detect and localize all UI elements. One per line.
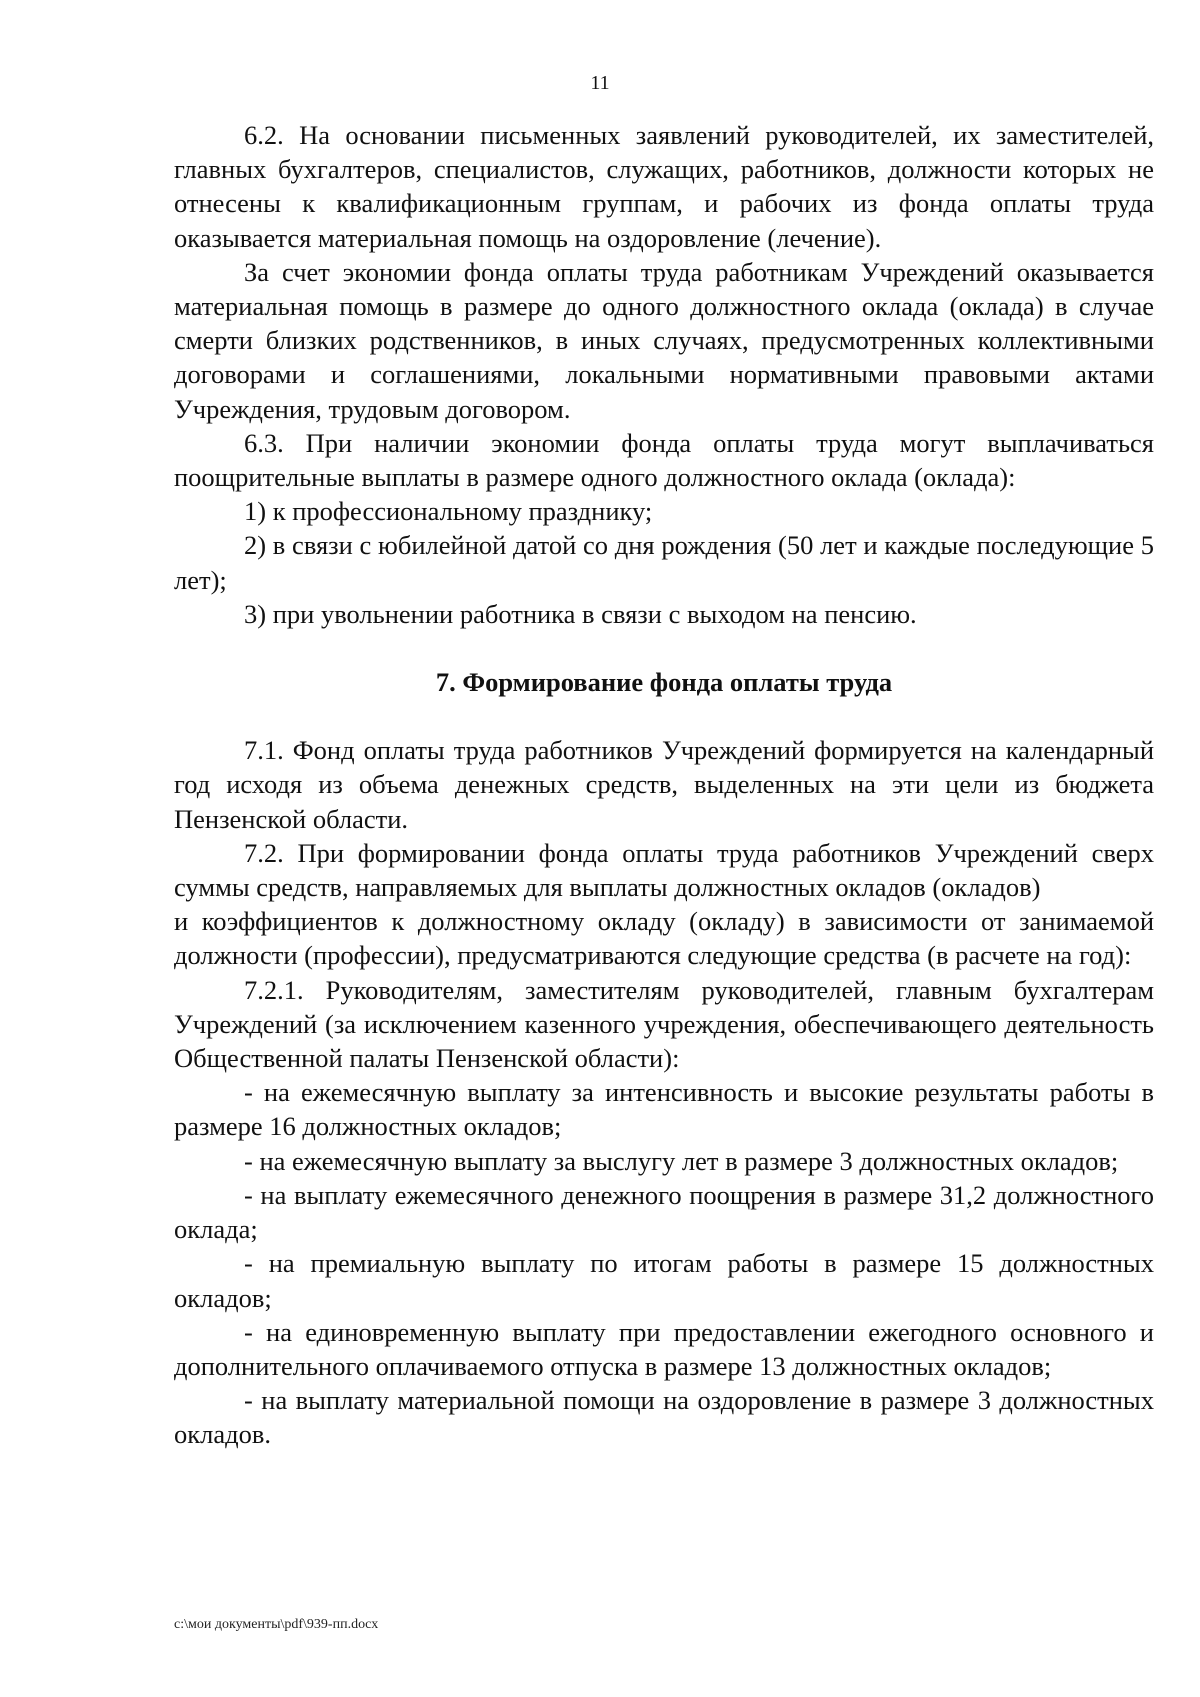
paragraph-7-1: 7.1. Фонд оплаты труда работников Учреждений формируется на календарный год исходя из объема денежных средств, выделенных на эти цели из бюджета Пензенской области. (174, 735, 1154, 834)
paragraph-7-2-part-a: 7.2. При формировании фонда оплаты труда работников Учреждений сверх суммы средств, направляемых для выплаты должностных окладов (окладов) (174, 837, 1154, 903)
list-item-7-2-1-e: - на единовременную выплату при предоставлении ежегодного основного и дополнительного оплачиваемого отпуска в размере 13 должностных окладов; (174, 1316, 1154, 1381)
paragraph-7-2-1: 7.2.1. Руководителям, заместителям руководителей, главным бухгалтерам Учреждений (за исключением казенного учреждения, обеспечивающего деятельность Общественной палаты Пензенской области): (174, 974, 1154, 1074)
paragraph-6-3: 6.3. При наличии экономии фонда оплаты труда могут выплачиваться поощрительные выплаты в размере одного должностного оклада (оклада): (174, 427, 1154, 493)
page-number: 11 (590, 72, 610, 94)
document-body (174, 118, 1154, 1452)
paragraph-6-2-economy: За счет экономии фонда оплаты труда работникам Учреждений оказывается материальная помощь в размере до одного должностного оклада (оклада) в случае смерти близких родственников, в иных случаях, предусмотренных коллективными договорами и соглашениями, локальными нормативными правовыми актами Учреждения, трудовым договором. (174, 256, 1154, 424)
section-heading: 7. Формирование фонда оплаты труда (435, 667, 893, 698)
list-item-7-2-1-f: - на выплату материальной помощи на оздоровление в размере 3 должностных окладов. (174, 1385, 1154, 1450)
footer-file-path: c:\мои документы\pdf\939-пп.docx (174, 1617, 379, 1632)
list-item-7-2-1-d: - на премиальную выплату по итогам работы в размере 15 должностных окладов; (174, 1248, 1154, 1313)
list-item-7-2-1-a: - на ежемесячную выплату за интенсивность и высокие результаты работы в размере 16 должностных окладов; (174, 1077, 1154, 1142)
paragraph-6-2: 6.2. На основании письменных заявлений руководителей, их заместителей, главных бухгалтеров, специалистов, служащих, работников, должности которых не отнесены к квалификационным группам, и рабочих из фонда оплаты труда оказывается материальная помощь на оздоровление (лечение). (174, 120, 1154, 253)
paragraph-7-2-part-b: и коэффициентов к должностному окладу (окладу) в зависимости от занимаемой должности (профессии), предусматриваются следующие средства (в расчете на год): (174, 906, 1154, 971)
list-item-7-2-1-c: - на выплату ежемесячного денежного поощрения в размере 31,2 должностного оклада; (174, 1179, 1154, 1245)
list-item-6-3-2: 2) в связи с юбилейной датой со дня рождения (50 лет и каждые последующие 5 лет); (174, 530, 1154, 595)
list-item-7-2-1-b: - на ежемесячную выплату за выслугу лет в размере 3 должностных окладов; (244, 1145, 1119, 1176)
list-item-6-3-1: 1) к профессиональному празднику; (244, 496, 653, 527)
list-item-6-3-3: 3) при увольнении работника в связи с выходом на пенсию. (244, 598, 917, 629)
